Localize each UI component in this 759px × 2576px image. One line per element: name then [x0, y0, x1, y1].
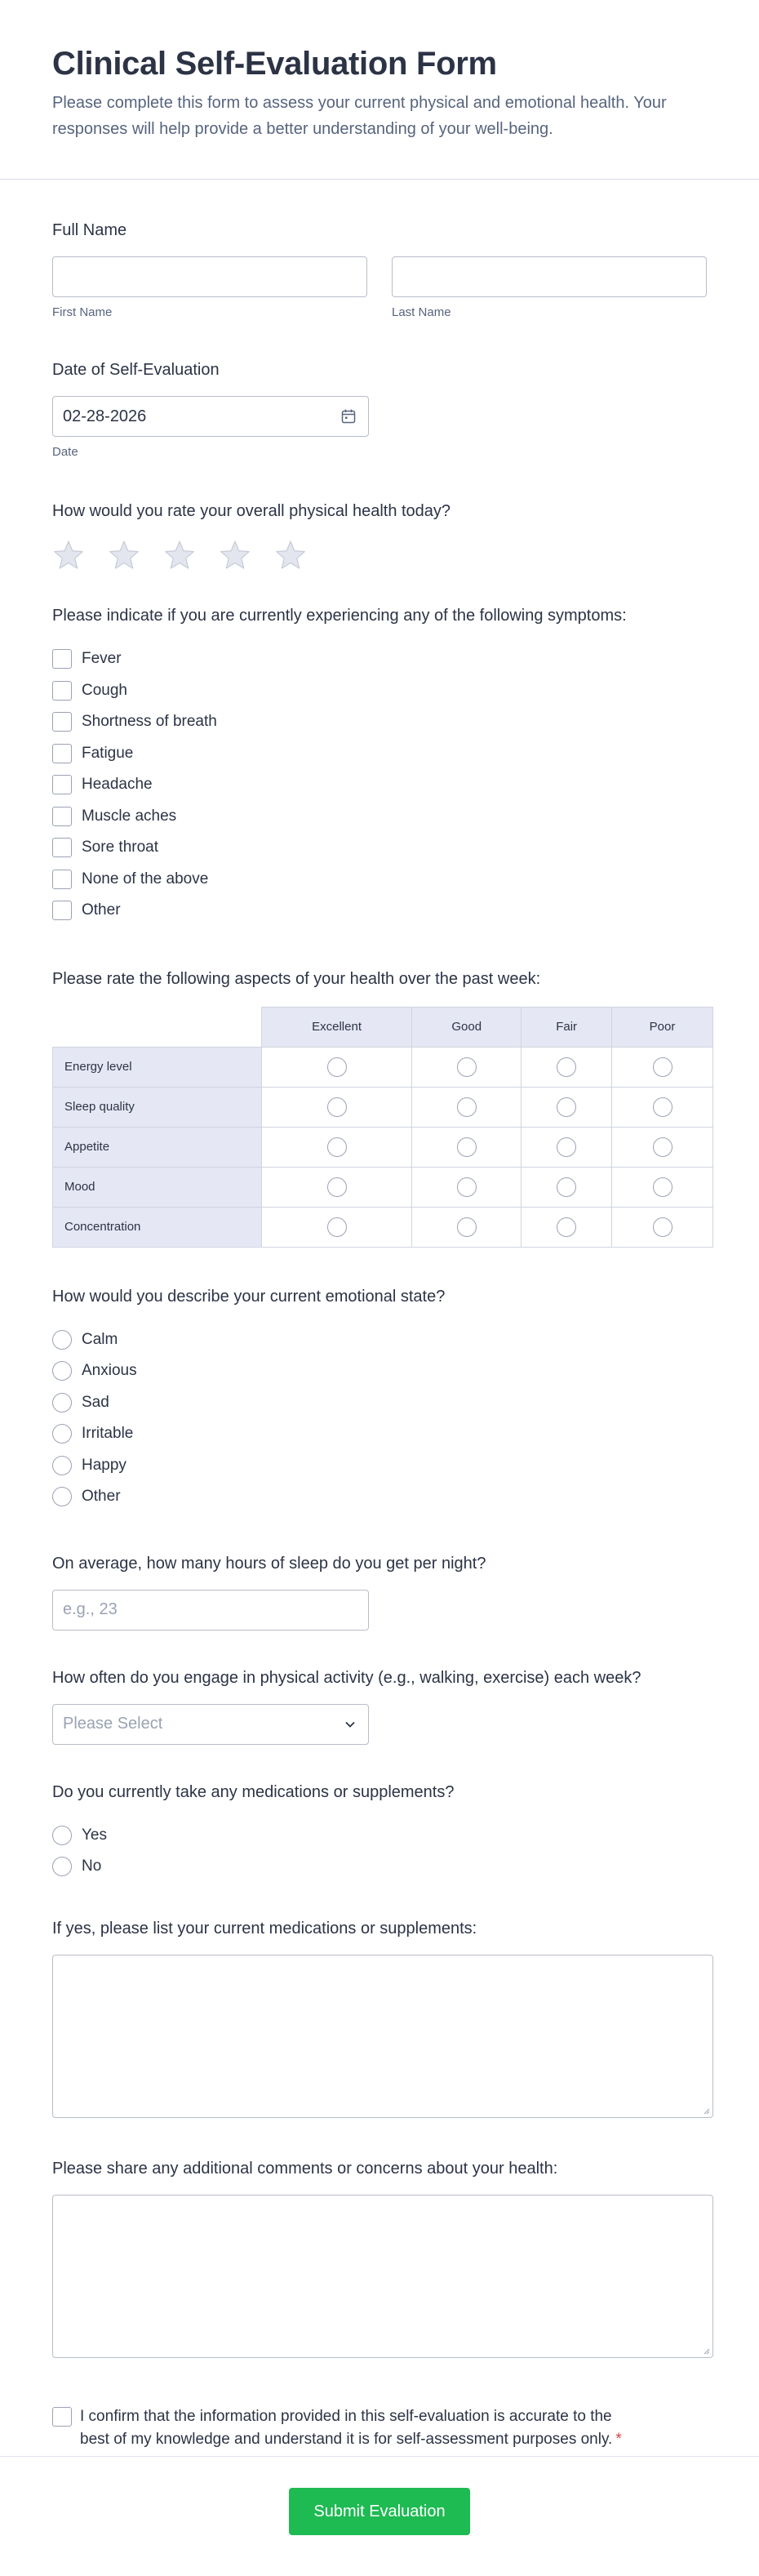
- matrix-radio-button[interactable]: [557, 1217, 576, 1237]
- symptom-option[interactable]: [52, 675, 707, 707]
- matrix-radio-button[interactable]: [557, 1097, 576, 1117]
- confirm-checkbox[interactable]: [52, 2407, 72, 2427]
- matrix-radio-button[interactable]: [327, 1137, 347, 1157]
- matrix-radio-button[interactable]: [653, 1057, 672, 1077]
- emotion-option-label: Sad: [82, 1393, 109, 1411]
- symptoms-field: [52, 572, 707, 927]
- matrix-column-header: Excellent: [261, 1007, 411, 1047]
- matrix-radio-button[interactable]: [327, 1177, 347, 1197]
- sleep-hours-input[interactable]: [52, 1590, 369, 1631]
- star-icon[interactable]: [274, 539, 307, 572]
- star-rating: [52, 539, 707, 572]
- first-name-input[interactable]: [52, 256, 367, 297]
- last-name-input[interactable]: [392, 256, 707, 297]
- sleep-field: [52, 1513, 707, 1631]
- matrix-radio-button[interactable]: [557, 1177, 576, 1197]
- matrix-radio-button[interactable]: [457, 1097, 477, 1117]
- medication-option[interactable]: [52, 1820, 707, 1852]
- matrix-corner: [53, 1007, 262, 1047]
- date-label: Date of Self-Evaluation: [52, 361, 220, 379]
- star-icon[interactable]: [52, 539, 85, 572]
- matrix-cell: [412, 1087, 522, 1127]
- matrix-cell: [522, 1047, 612, 1087]
- matrix-cell: [612, 1127, 713, 1167]
- medication-option-label: Yes: [82, 1826, 107, 1844]
- matrix-cell: [522, 1127, 612, 1167]
- matrix-row-label: Appetite: [53, 1127, 262, 1167]
- confirm-checkbox-row[interactable]: [52, 2405, 640, 2451]
- checkbox[interactable]: [52, 838, 72, 857]
- medication-option-label: No: [82, 1857, 102, 1875]
- matrix-radio-button[interactable]: [457, 1137, 477, 1157]
- comments-field: [52, 2118, 707, 2358]
- radio-button[interactable]: [52, 1826, 72, 1845]
- emotion-option[interactable]: [52, 1387, 707, 1419]
- radio-button[interactable]: [52, 1361, 72, 1381]
- resize-handle-icon[interactable]: [702, 2347, 710, 2355]
- matrix-cell: [261, 1127, 411, 1167]
- checkbox[interactable]: [52, 901, 72, 920]
- matrix-row: [53, 1207, 713, 1247]
- matrix-row: [53, 1087, 713, 1127]
- activity-field: [52, 1631, 707, 1745]
- matrix-label: Please rate the following aspects of your health over the past week:: [52, 969, 541, 988]
- matrix-radio-button[interactable]: [327, 1217, 347, 1237]
- matrix-radio-button[interactable]: [653, 1137, 672, 1157]
- matrix-row: [53, 1047, 713, 1087]
- matrix-cell: [261, 1167, 411, 1207]
- symptom-option[interactable]: [52, 769, 707, 801]
- comments-textarea[interactable]: [52, 2195, 713, 2358]
- emotion-option-label: Anxious: [82, 1362, 137, 1380]
- matrix-radio-button[interactable]: [653, 1177, 672, 1197]
- matrix-row-label: Energy level: [53, 1047, 262, 1087]
- full-name-field: [52, 180, 707, 319]
- emotion-option[interactable]: [52, 1450, 707, 1482]
- symptom-option[interactable]: [52, 643, 707, 675]
- date-input[interactable]: [52, 396, 369, 437]
- radio-button[interactable]: [52, 1330, 72, 1350]
- matrix-cell: [412, 1047, 522, 1087]
- symptom-option[interactable]: [52, 706, 707, 738]
- medication-option[interactable]: [52, 1851, 707, 1883]
- date-field: [52, 319, 707, 459]
- symptom-option-label: Cough: [82, 681, 127, 699]
- sleep-label: On average, how many hours of sleep do you get per night?: [52, 1554, 486, 1573]
- symptom-option-label: Other: [82, 901, 121, 919]
- star-icon[interactable]: [108, 539, 140, 572]
- matrix-cell: [261, 1087, 411, 1127]
- activity-select-value: Please Select: [63, 1715, 163, 1733]
- emotional-field: [52, 1248, 707, 1513]
- symptom-option-label: Headache: [82, 776, 153, 794]
- resize-handle-icon[interactable]: [702, 2107, 710, 2115]
- checkbox[interactable]: [52, 807, 72, 826]
- emotion-option-label: Calm: [82, 1330, 118, 1348]
- matrix-radio-button[interactable]: [327, 1057, 347, 1077]
- form-header: [0, 0, 759, 180]
- matrix-column-header: Poor: [612, 1007, 713, 1047]
- date-sublabel: Date: [52, 445, 78, 459]
- checkbox[interactable]: [52, 712, 72, 732]
- matrix-row: [53, 1167, 713, 1207]
- matrix-row-label: Concentration: [53, 1207, 262, 1247]
- checkbox[interactable]: [52, 775, 72, 794]
- matrix-radio-button[interactable]: [327, 1097, 347, 1117]
- checkbox[interactable]: [52, 649, 72, 669]
- med-list-field: [52, 1883, 707, 2118]
- rating-field: [52, 459, 707, 572]
- rating-label: How would you rate your overall physical health today?: [52, 502, 451, 520]
- matrix-row-label: Mood: [53, 1167, 262, 1207]
- matrix-radio-button[interactable]: [457, 1177, 477, 1197]
- matrix-cell: [412, 1127, 522, 1167]
- radio-button[interactable]: [52, 1456, 72, 1475]
- matrix-radio-button[interactable]: [653, 1097, 672, 1117]
- star-icon[interactable]: [219, 539, 251, 572]
- star-icon[interactable]: [163, 539, 196, 572]
- symptom-option[interactable]: [52, 738, 707, 770]
- emotion-option[interactable]: [52, 1418, 707, 1450]
- matrix-row-label: Sleep quality: [53, 1087, 262, 1127]
- last-name-sublabel: Last Name: [392, 305, 451, 319]
- emotion-option[interactable]: [52, 1481, 707, 1513]
- symptom-option-label: Fatigue: [82, 744, 134, 762]
- matrix-cell: [412, 1167, 522, 1207]
- emotional-label: How would you describe your current emotional state?: [52, 1287, 446, 1306]
- matrix-column-header: Fair: [522, 1007, 612, 1047]
- activity-label: How often do you engage in physical activity (e.g., walking, exercise) each week?: [52, 1668, 641, 1687]
- submit-button[interactable]: Submit Evaluation: [289, 2488, 470, 2535]
- required-mark: *: [615, 2430, 622, 2448]
- matrix-cell: [261, 1207, 411, 1247]
- matrix-cell: [612, 1087, 713, 1127]
- medications-field: [52, 1745, 707, 1883]
- symptom-option[interactable]: [52, 864, 707, 896]
- matrix-radio-button[interactable]: [557, 1137, 576, 1157]
- full-name-label: Full Name: [52, 221, 127, 239]
- matrix-cell: [612, 1207, 713, 1247]
- radio-button[interactable]: [52, 1857, 72, 1876]
- matrix-cell: [612, 1047, 713, 1087]
- symptom-option[interactable]: [52, 801, 707, 833]
- matrix-radio-button[interactable]: [557, 1057, 576, 1077]
- form-subtitle: Please complete this form to assess your current physical and emotional health. Your responses will help provide a better understanding of your well-being.: [52, 94, 667, 138]
- confirm-field: [52, 2358, 707, 2451]
- emotion-option[interactable]: [52, 1324, 707, 1356]
- confirm-text: I confirm that the information provided in this self-evaluation is accurate to the best of my knowledge and understand it is for self-assessment purposes only.: [80, 2407, 613, 2448]
- symptom-option-label: Sore throat: [82, 839, 158, 856]
- checkbox[interactable]: [52, 870, 72, 889]
- date-value: 02-28-2026: [63, 407, 147, 425]
- medications-textarea[interactable]: [52, 1955, 713, 2118]
- matrix-cell: [612, 1167, 713, 1207]
- activity-select[interactable]: [52, 1704, 369, 1745]
- emotion-option-label: Happy: [82, 1456, 126, 1474]
- emotion-option-label: Other: [82, 1488, 121, 1506]
- medications-label: Do you currently take any medications or supplements?: [52, 1782, 455, 1801]
- symptom-option[interactable]: [52, 895, 707, 927]
- form-title: Clinical Self-Evaluation Form: [52, 46, 497, 82]
- radio-button[interactable]: [52, 1393, 72, 1413]
- checkbox[interactable]: [52, 744, 72, 763]
- matrix-cell: [261, 1047, 411, 1087]
- matrix-radio-button[interactable]: [457, 1217, 477, 1237]
- emotional-radio-group: [52, 1324, 707, 1513]
- symptom-option-label: None of the above: [82, 870, 209, 888]
- comments-label: Please share any additional comments or concerns about your health:: [52, 2159, 558, 2178]
- emotion-option[interactable]: [52, 1355, 707, 1387]
- chevron-down-icon: [344, 1718, 357, 1731]
- symptoms-checklist: [52, 643, 707, 927]
- matrix-radio-button[interactable]: [457, 1057, 477, 1077]
- matrix-cell: [412, 1207, 522, 1247]
- matrix-radio-button[interactable]: [653, 1217, 672, 1237]
- matrix-cell: [522, 1167, 612, 1207]
- radio-button[interactable]: [52, 1424, 72, 1444]
- symptom-option[interactable]: [52, 832, 707, 864]
- matrix-row: [53, 1127, 713, 1167]
- form-footer: [0, 2456, 759, 2576]
- symptoms-label: Please indicate if you are currently experiencing any of the following symptoms:: [52, 607, 627, 625]
- medications-radio-group: [52, 1820, 707, 1883]
- symptom-option-label: Fever: [82, 650, 122, 668]
- symptom-option-label: Shortness of breath: [82, 713, 217, 731]
- health-matrix: [52, 1007, 713, 1248]
- radio-button[interactable]: [52, 1487, 72, 1506]
- med-list-label: If yes, please list your current medications or supplements:: [52, 1919, 477, 1938]
- confirm-text-wrap: [80, 2405, 640, 2451]
- matrix-cell: [522, 1207, 612, 1247]
- matrix-column-header: Good: [412, 1007, 522, 1047]
- first-name-sublabel: First Name: [52, 305, 113, 319]
- health-matrix-field: [52, 927, 707, 1248]
- calendar-icon[interactable]: [340, 408, 357, 425]
- symptom-option-label: Muscle aches: [82, 807, 177, 825]
- form-content: [0, 180, 759, 2451]
- emotion-option-label: Irritable: [82, 1425, 134, 1443]
- checkbox[interactable]: [52, 681, 72, 701]
- matrix-cell: [522, 1087, 612, 1127]
